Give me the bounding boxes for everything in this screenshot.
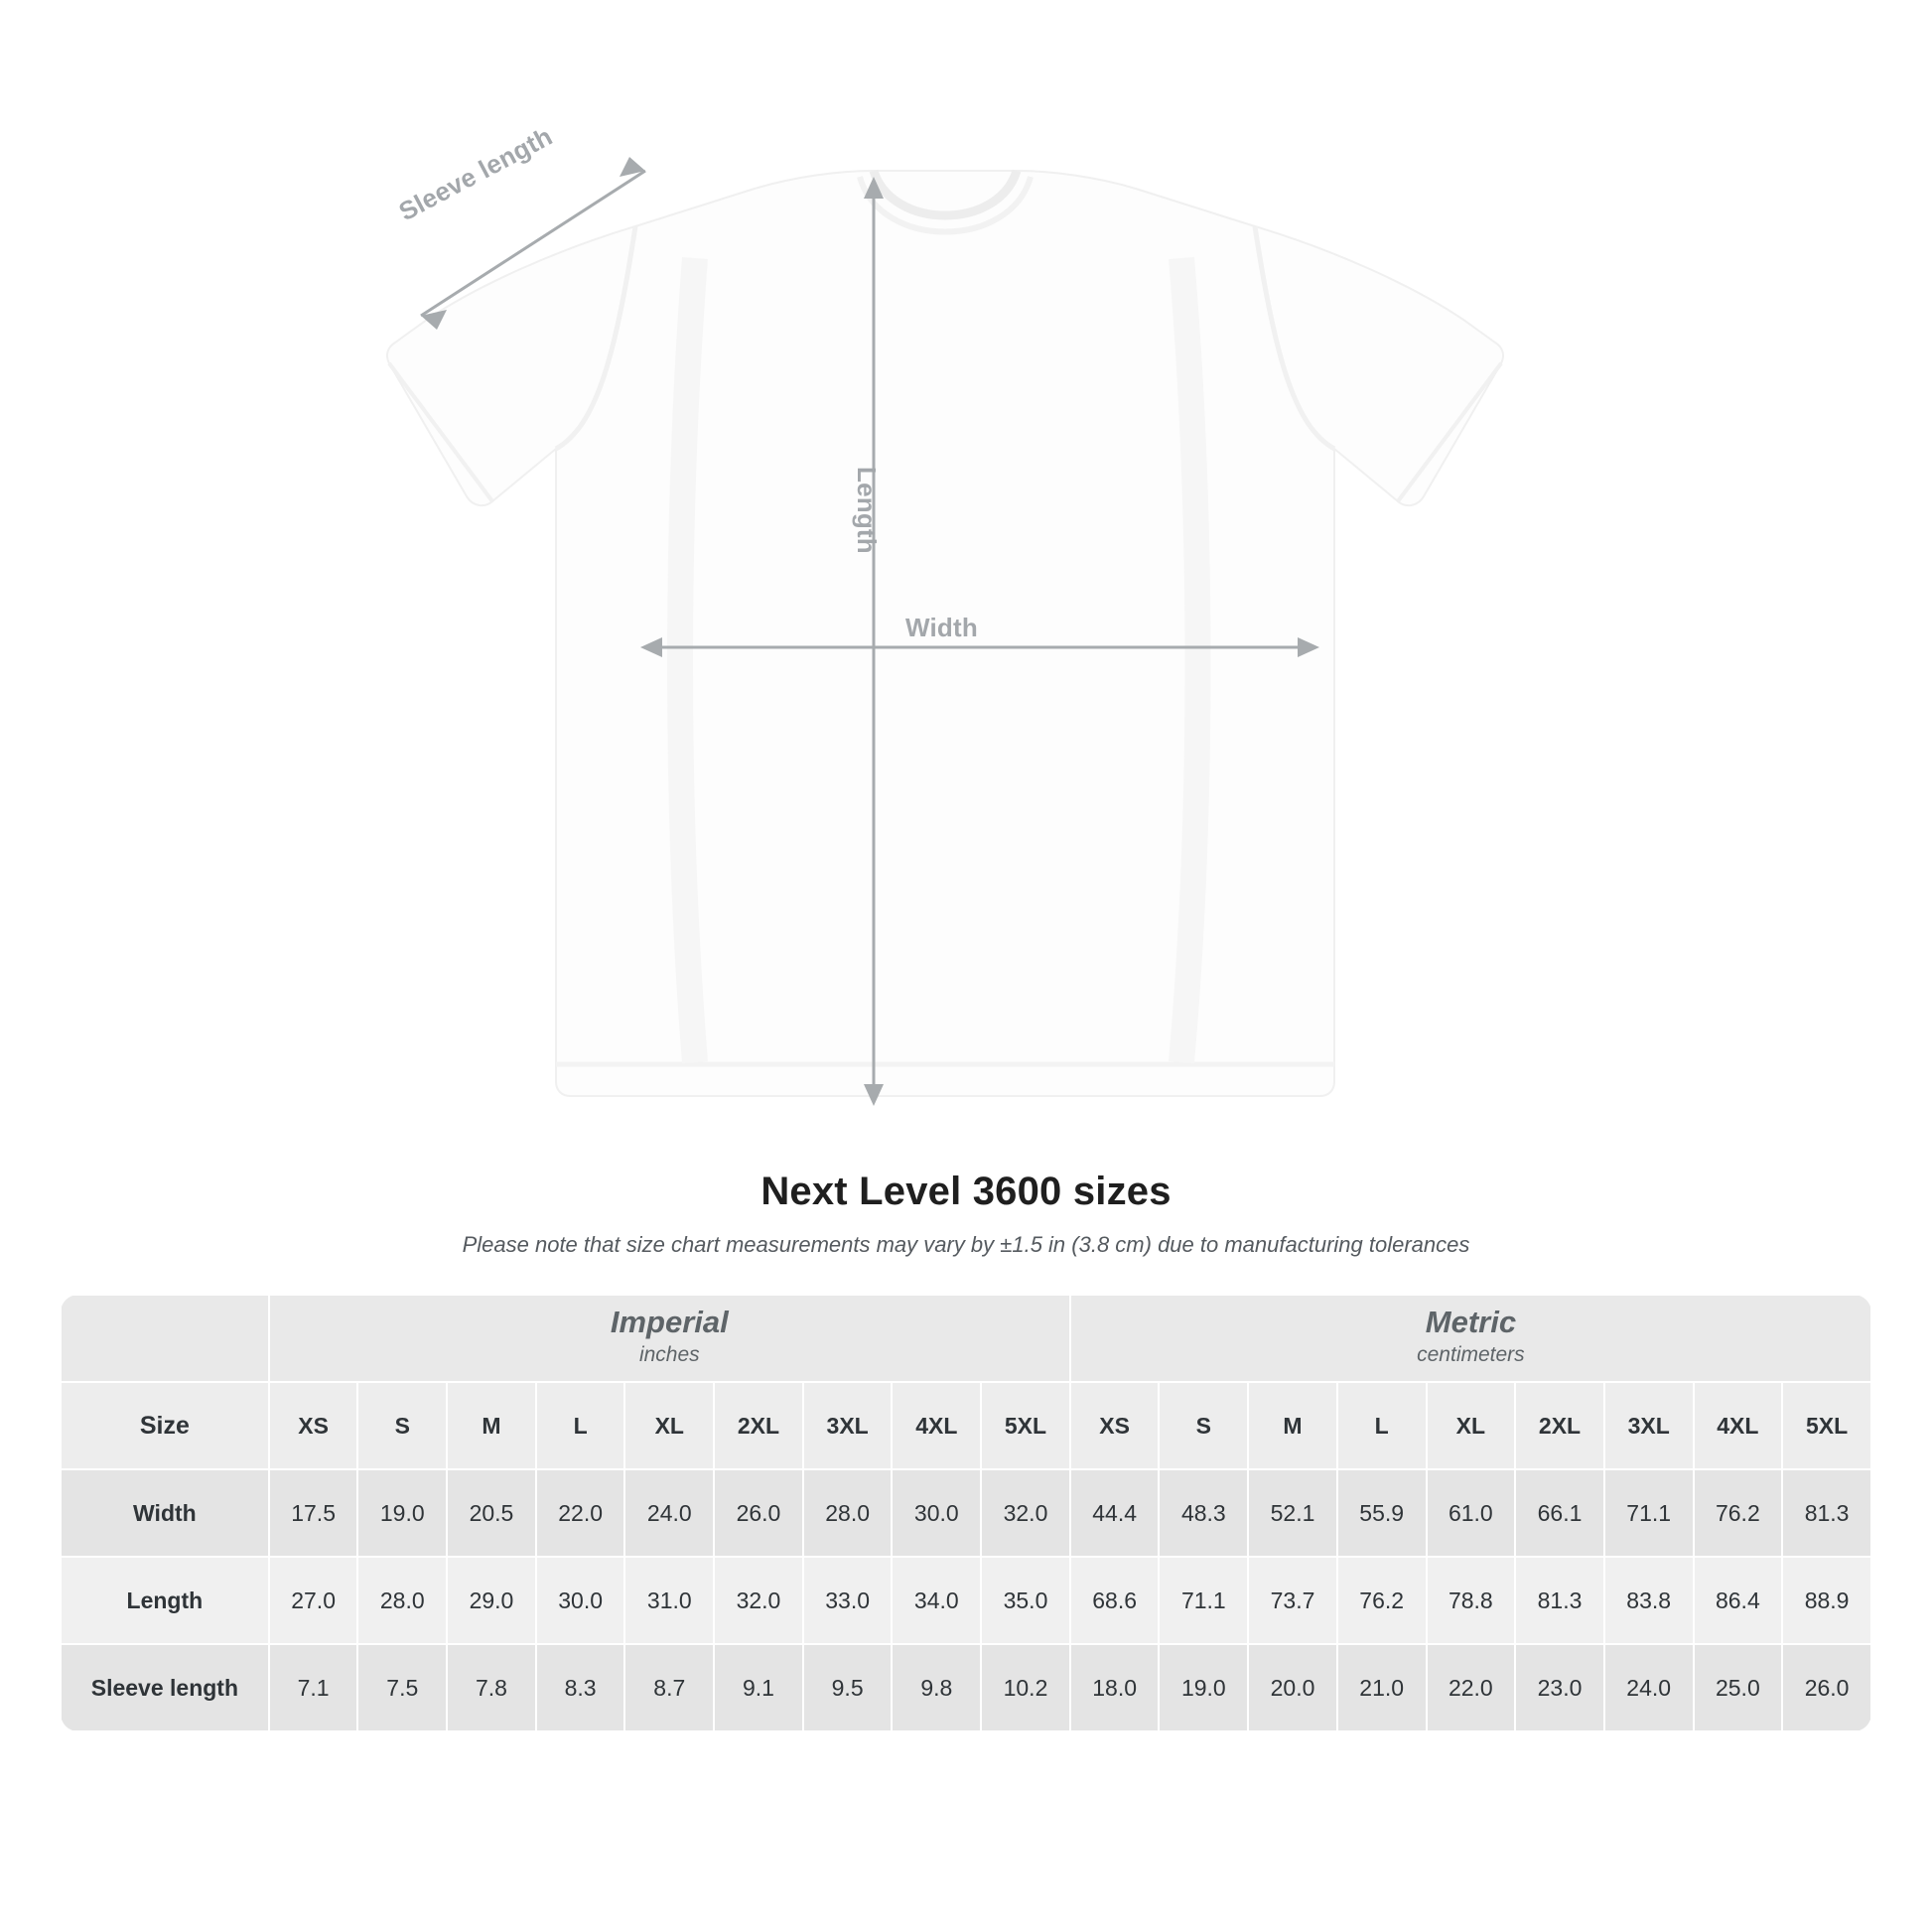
unit-header-imperial — [269, 1295, 1070, 1382]
cell-sleeve-metric-m: 20.0 — [1248, 1644, 1337, 1731]
unit-sub-metric: centimeters — [1417, 1343, 1525, 1367]
table-row — [61, 1557, 1871, 1644]
cell-width-imperial-xl: 24.0 — [624, 1469, 714, 1557]
unit-name-imperial: Imperial — [610, 1305, 729, 1340]
size-header-metric-s: S — [1159, 1382, 1248, 1469]
cell-sleeve-metric-xs: 18.0 — [1070, 1644, 1160, 1731]
size-header-metric-xl: XL — [1427, 1382, 1516, 1469]
width-dimension-label: Width — [905, 613, 978, 642]
cell-length-imperial-m: 29.0 — [447, 1557, 536, 1644]
cell-sleeve-metric-xl: 22.0 — [1427, 1644, 1516, 1731]
cell-length-imperial-xl: 31.0 — [624, 1557, 714, 1644]
cell-length-metric-l: 76.2 — [1337, 1557, 1427, 1644]
size-header-metric-3xl: 3XL — [1604, 1382, 1694, 1469]
size-header-imperial-xl: XL — [624, 1382, 714, 1469]
unit-header-metric — [1070, 1295, 1871, 1382]
cell-sleeve-imperial-xl: 8.7 — [624, 1644, 714, 1731]
cell-sleeve-metric-l: 21.0 — [1337, 1644, 1427, 1731]
length-dimension-label: Length — [852, 467, 882, 554]
cell-width-metric-s: 48.3 — [1159, 1469, 1248, 1557]
cell-width-imperial-s: 19.0 — [357, 1469, 447, 1557]
cell-sleeve-imperial-xs: 7.1 — [269, 1644, 358, 1731]
cell-width-metric-5xl: 81.3 — [1782, 1469, 1871, 1557]
cell-width-metric-m: 52.1 — [1248, 1469, 1337, 1557]
cell-width-metric-l: 55.9 — [1337, 1469, 1427, 1557]
size-header-imperial-xs: XS — [269, 1382, 358, 1469]
cell-length-imperial-s: 28.0 — [357, 1557, 447, 1644]
table-unit-row — [61, 1295, 1871, 1382]
tolerance-note: Please note that size chart measurements may vary by ±1.5 in (3.8 cm) due to manufacturing tolerances — [462, 1232, 1470, 1257]
size-header-metric-5xl: 5XL — [1782, 1382, 1871, 1469]
cell-sleeve-imperial-s: 7.5 — [357, 1644, 447, 1731]
cell-length-metric-5xl: 88.9 — [1782, 1557, 1871, 1644]
cell-sleeve-metric-4xl: 25.0 — [1694, 1644, 1783, 1731]
size-header-imperial-l: L — [536, 1382, 625, 1469]
cell-width-imperial-l: 22.0 — [536, 1469, 625, 1557]
unit-row-corner — [61, 1295, 269, 1382]
size-header-imperial-2xl: 2XL — [714, 1382, 803, 1469]
cell-length-imperial-2xl: 32.0 — [714, 1557, 803, 1644]
cell-width-metric-xl: 61.0 — [1427, 1469, 1516, 1557]
page-title: Next Level 3600 sizes — [760, 1170, 1172, 1213]
size-header-imperial-m: M — [447, 1382, 536, 1469]
cell-length-metric-m: 73.7 — [1248, 1557, 1337, 1644]
cell-length-metric-2xl: 81.3 — [1515, 1557, 1604, 1644]
cell-length-metric-s: 71.1 — [1159, 1557, 1248, 1644]
cell-sleeve-metric-s: 19.0 — [1159, 1644, 1248, 1731]
cell-width-imperial-5xl: 32.0 — [981, 1469, 1070, 1557]
cell-width-metric-xs: 44.4 — [1070, 1469, 1160, 1557]
cell-sleeve-imperial-4xl: 9.8 — [892, 1644, 981, 1731]
size-header-label: Size — [61, 1382, 269, 1469]
cell-length-imperial-l: 30.0 — [536, 1557, 625, 1644]
cell-sleeve-metric-5xl: 26.0 — [1782, 1644, 1871, 1731]
cell-length-metric-xs: 68.6 — [1070, 1557, 1160, 1644]
size-header-metric-m: M — [1248, 1382, 1337, 1469]
cell-length-imperial-3xl: 33.0 — [803, 1557, 893, 1644]
cell-width-metric-3xl: 71.1 — [1604, 1469, 1694, 1557]
size-header-imperial-5xl: 5XL — [981, 1382, 1070, 1469]
size-header-imperial-3xl: 3XL — [803, 1382, 893, 1469]
cell-width-metric-4xl: 76.2 — [1694, 1469, 1783, 1557]
cell-width-imperial-m: 20.5 — [447, 1469, 536, 1557]
size-header-metric-2xl: 2XL — [1515, 1382, 1604, 1469]
cell-sleeve-metric-3xl: 24.0 — [1604, 1644, 1694, 1731]
size-chart-table-wrapper — [60, 1294, 1872, 1732]
cell-width-metric-2xl: 66.1 — [1515, 1469, 1604, 1557]
cell-length-imperial-4xl: 34.0 — [892, 1557, 981, 1644]
size-header-imperial-4xl: 4XL — [892, 1382, 981, 1469]
cell-sleeve-imperial-2xl: 9.1 — [714, 1644, 803, 1731]
row-label-width: Width — [61, 1469, 269, 1557]
size-chart-table — [60, 1294, 1872, 1732]
unit-sub-imperial: inches — [638, 1343, 700, 1367]
cell-length-imperial-xs: 27.0 — [269, 1557, 358, 1644]
table-size-header-row — [61, 1382, 1871, 1469]
sleeve-length-dimension-label: Sleeve length — [393, 120, 558, 227]
cell-width-imperial-xs: 17.5 — [269, 1469, 358, 1557]
row-label-length: Length — [61, 1557, 269, 1644]
unit-name-metric: Metric — [1425, 1305, 1517, 1340]
cell-length-metric-3xl: 83.8 — [1604, 1557, 1694, 1644]
cell-width-imperial-4xl: 30.0 — [892, 1469, 981, 1557]
cell-sleeve-imperial-m: 7.8 — [447, 1644, 536, 1731]
size-header-imperial-s: S — [357, 1382, 447, 1469]
cell-width-imperial-3xl: 28.0 — [803, 1469, 893, 1557]
size-header-metric-xs: XS — [1070, 1382, 1160, 1469]
size-header-metric-l: L — [1337, 1382, 1427, 1469]
cell-sleeve-imperial-5xl: 10.2 — [981, 1644, 1070, 1731]
cell-width-imperial-2xl: 26.0 — [714, 1469, 803, 1557]
cell-length-metric-xl: 78.8 — [1427, 1557, 1516, 1644]
table-row — [61, 1469, 1871, 1557]
size-header-metric-4xl: 4XL — [1694, 1382, 1783, 1469]
heading-block — [0, 1170, 1932, 1258]
cell-sleeve-imperial-3xl: 9.5 — [803, 1644, 893, 1731]
row-label-sleeve-length: Sleeve length — [61, 1644, 269, 1731]
cell-length-metric-4xl: 86.4 — [1694, 1557, 1783, 1644]
cell-sleeve-imperial-l: 8.3 — [536, 1644, 625, 1731]
table-row — [61, 1644, 1871, 1731]
cell-length-imperial-5xl: 35.0 — [981, 1557, 1070, 1644]
cell-sleeve-metric-2xl: 23.0 — [1515, 1644, 1604, 1731]
